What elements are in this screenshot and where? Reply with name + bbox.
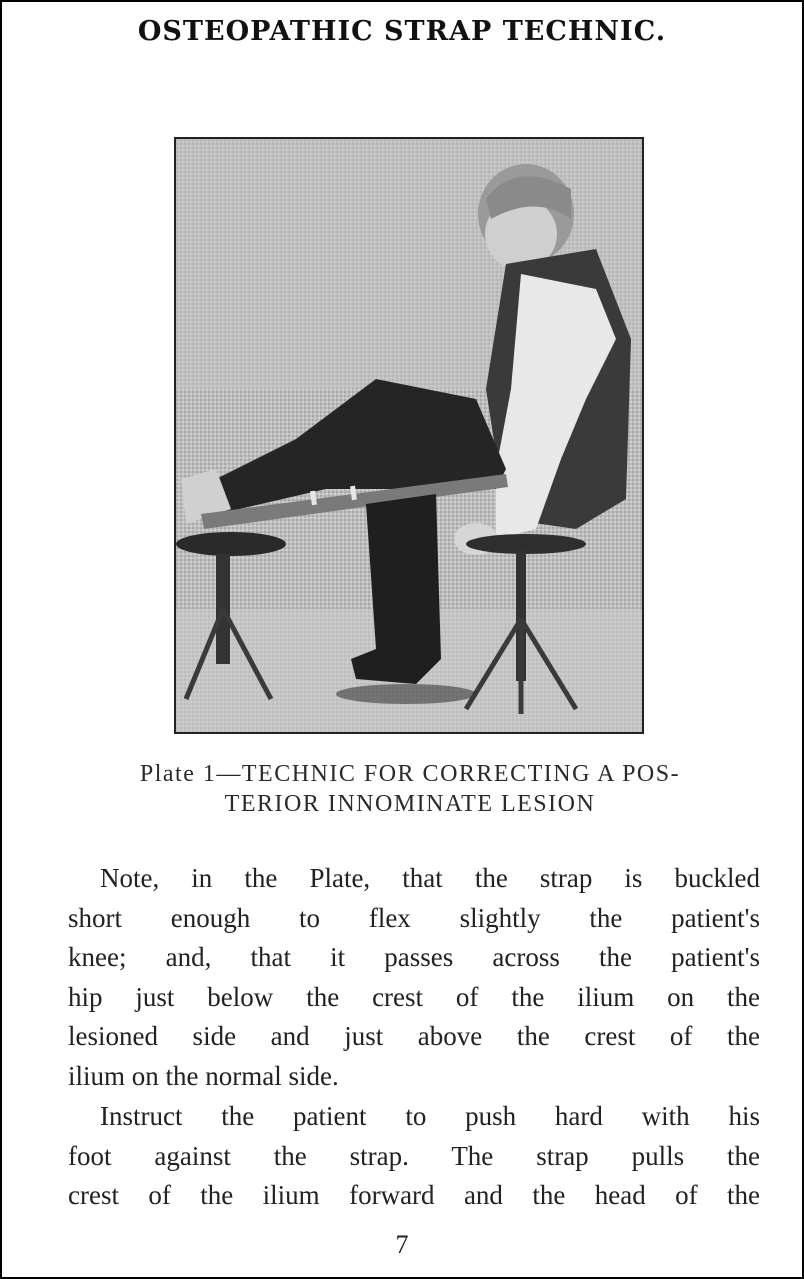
text-line: crest of the ilium forward and the head of the [68,1180,760,1210]
page-number: 7 [395,1230,409,1259]
caption-line-2: TERIOR INNOMINATE LESION [224,791,596,817]
paragraph-1 [68,859,760,1096]
text-line: lesioned side and just above the crest of the [68,1021,760,1051]
plate-caption [62,759,758,819]
text-line: short enough to flex slightly the patient's [68,902,760,933]
paragraph-2 [68,1097,760,1216]
photo-illustration [176,139,642,732]
caption-line-1: Plate 1—TECHNIC FOR CORRECTING A POS- [139,761,681,787]
text-line: Instruct the patient to push hard with his [100,1101,760,1131]
running-head: OSTEOPATHIC STRAP TECHNIC. [137,16,667,47]
text-line: hip just below the crest of the ilium on the [68,981,760,1012]
text-line: ilium on the normal side. [68,1060,339,1091]
text-line: Note, in the Plate, that the strap is buckled [100,863,760,893]
text-line: knee; and, that it passes across the patient's [68,942,760,972]
plate-photograph [174,137,644,734]
text-line: foot against the strap. The strap pulls the [68,1140,760,1171]
